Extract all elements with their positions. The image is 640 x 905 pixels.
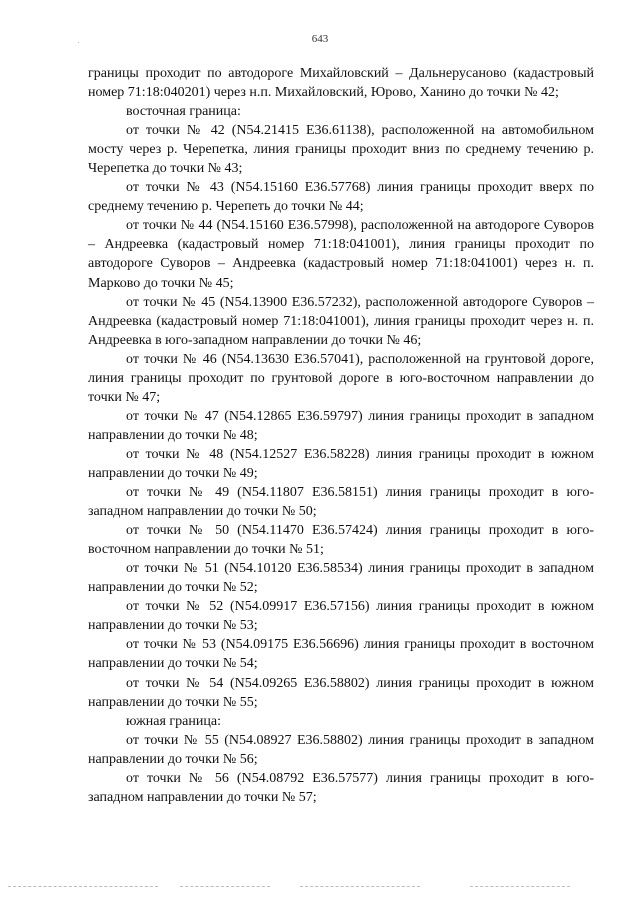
scan-edge-mark [8,886,158,887]
continuation-paragraph: границы проходит по автодороге Михайловский – Дальнерусаново (кадастровый номер 71:18:040201) через н.п. Михайловский, Юрово, Ханино до точки № 42; [88,66,594,101]
boundary-point-paragraph: от точки № 43 (N54.15160 E36.57768) линия границы проходит вверх по среднему течению р. Черепеть до точки № 44; [88,180,594,215]
boundary-point-paragraph: от точки № 56 (N54.08792 E36.57577) линия границы проходит в юго-западном направлении до точки № 57; [88,770,594,805]
scan-edge-mark [180,886,270,887]
boundary-point-paragraph: от точки № 53 (N54.09175 E36.56696) линия границы проходит в восточном направлении до точки № 54; [88,637,594,672]
boundary-point-paragraph: от точки № 55 (N54.08927 E36.58802) линия границы проходит в западном направлении до точки № 56; [88,732,594,767]
boundary-point-paragraph: от точки № 48 (N54.12527 E36.58228) линия границы проходит в южном направлении до точки № 49; [88,446,594,481]
boundary-point-paragraph: от точки № 51 (N54.10120 E36.58534) линия границы проходит в западном направлении до точки № 52; [88,561,594,596]
boundary-point-paragraph: от точки № 47 (N54.12865 E36.59797) линия границы проходит в западном направлении до точки № 48; [88,408,594,443]
boundary-point-paragraph: от точки № 46 (N54.13630 E36.57041), расположенной на грунтовой дороге, линия границы проходит по грунтовой дороге в юго-восточном направлении до точки № 47; [88,351,594,405]
boundary-point-paragraph: от точки № 52 (N54.09917 E36.57156) линия границы проходит в южном направлении до точки № 53; [88,599,594,634]
section-heading: южная граница: [126,713,221,729]
boundary-point-paragraph: от точки № 44 (N54.15160 E36.57998), расположенной на автодороге Суворов – Андреевка (кадастровый номер 71:18:041001), линия границы проходит по автодороге Суворов – Андреевка (кадастровый номер 71:18:041001) через н. п. Марково до точки № 45; [88,218,594,291]
boundary-point-paragraph: от точки № 54 (N54.09265 E36.58802) линия границы проходит в южном направлении до точки № 55; [88,675,594,710]
scan-edge-mark [300,886,420,887]
boundary-point-paragraph: от точки № 50 (N54.11470 E36.57424) линия границы проходит в юго-восточном направлении до точки № 51; [88,523,594,558]
document-body [88,64,594,807]
scan-edge-mark [470,886,570,887]
section-heading: восточная граница: [126,104,241,120]
boundary-point-paragraph: от точки № 49 (N54.11807 E36.58151) линия границы проходит в юго-западном направлении до точки № 50; [88,485,594,520]
boundary-point-paragraph: от точки № 42 (N54.21415 E36.61138), расположенной на автомобильном мосту через р. Черепетка, линия границы проходит вниз по среднему течению р. Черепетка до точки № 43; [88,123,594,177]
boundary-point-paragraph: от точки № 45 (N54.13900 E36.57232), расположенной автодороге Суворов – Андреевка (кадастровый номер 71:18:041001), линия границы проходит через н. п. Андреевка в юго-западном направлении до точки № 46; [88,294,594,348]
page-number: 643 [311,33,329,45]
scan-speck [78,42,79,43]
